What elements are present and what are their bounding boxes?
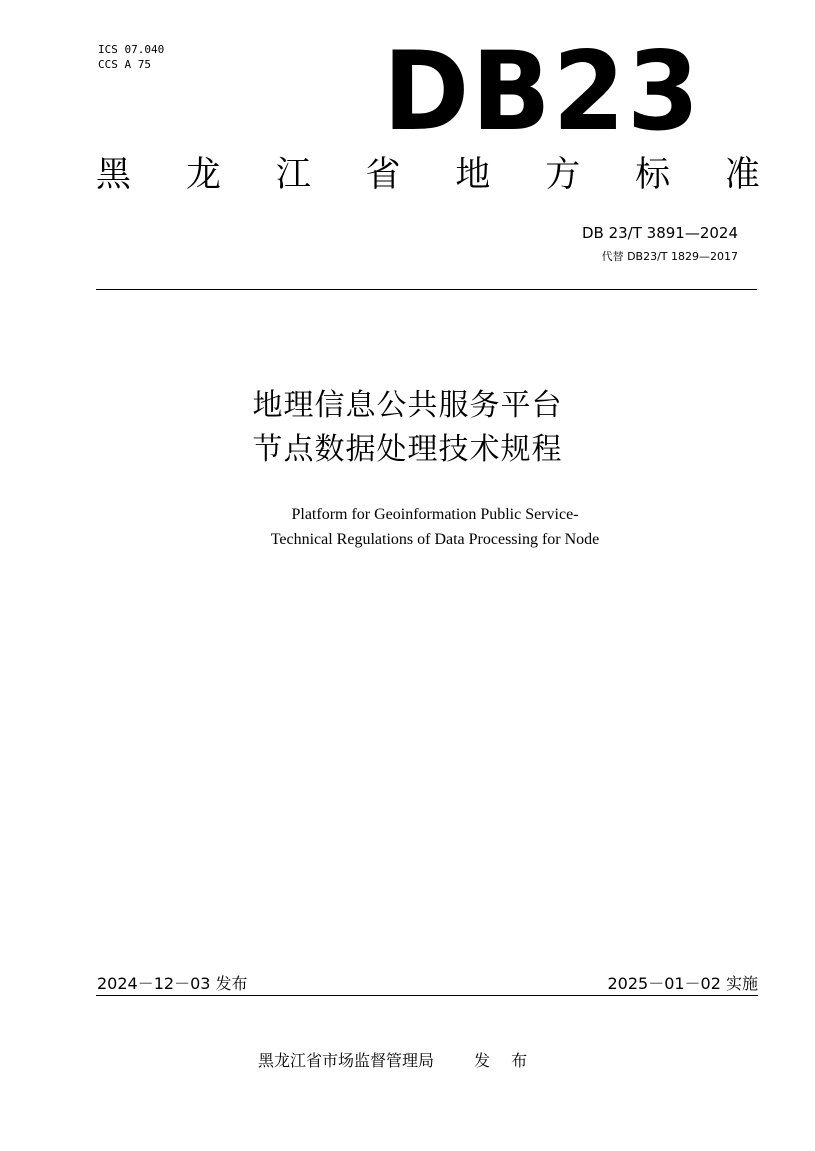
ccs-code: CCS A 75 (98, 58, 151, 71)
category-char: 准 (724, 155, 760, 195)
chinese-title-line-1: 地理信息公共服务平台 (252, 388, 563, 423)
english-title-line-1: Platform for Geoinformation Public Service- (291, 506, 579, 523)
chinese-title (0, 384, 815, 472)
category-char: 省 (365, 155, 401, 195)
top-divider (96, 289, 757, 290)
english-title (0, 502, 815, 552)
publisher-name: 黑龙江省市场监督管理局 (258, 1051, 435, 1070)
bottom-divider (96, 995, 758, 996)
category-char: 龙 (185, 155, 221, 195)
standard-number: DB 23/T 3891—2024 (581, 224, 738, 242)
category-char: 标 (635, 155, 671, 195)
replaced-standard: 代替 DB23/T 1829—2017 (601, 250, 738, 263)
ics-code: ICS 07.040 (98, 43, 165, 56)
category-char: 方 (545, 155, 581, 195)
publish-action: 发 布 (474, 1051, 536, 1070)
implementation-date: 2025－01－02 实施 (607, 974, 758, 993)
classification-codes (98, 42, 164, 72)
category-char: 江 (275, 155, 311, 195)
db23-logo: DB23 (383, 27, 702, 156)
category-char: 地 (455, 155, 491, 195)
standard-category-title (96, 153, 760, 197)
chinese-title-line-2: 节点数据处理技术规程 (252, 432, 563, 467)
issue-date: 2024－12－03 发布 (97, 974, 248, 993)
english-title-line-2: Technical Regulations of Data Processing for Node (270, 531, 600, 548)
category-char: 黑 (96, 155, 132, 195)
publisher-line (258, 1048, 535, 1074)
